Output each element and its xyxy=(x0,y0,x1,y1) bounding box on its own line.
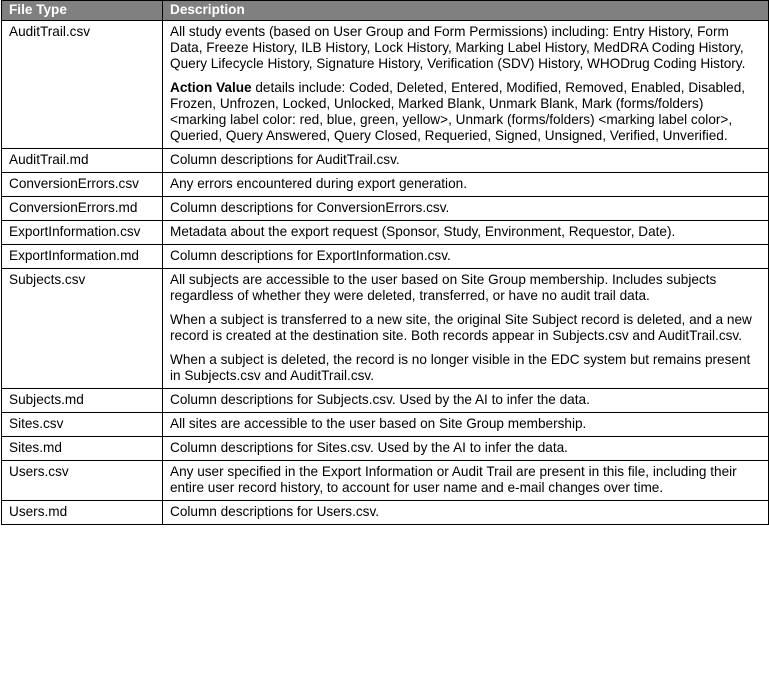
file-type-cell: Users.md xyxy=(2,501,163,525)
description-cell xyxy=(163,461,769,501)
description-paragraph: Column descriptions for ExportInformation.csv. xyxy=(170,248,451,263)
description-paragraph: Column descriptions for Sites.csv. Used by the AI to infer the data. xyxy=(170,440,568,455)
header-row xyxy=(2,1,769,21)
description-paragraph: All sites are accessible to the user based on Site Group membership. xyxy=(170,416,587,431)
description-paragraph: Column descriptions for AuditTrail.csv. xyxy=(170,152,400,167)
table-row xyxy=(2,21,769,149)
file-type-cell: AuditTrail.md xyxy=(2,149,163,173)
table-row xyxy=(2,245,769,269)
description-paragraph: Any errors encountered during export generation. xyxy=(170,176,467,191)
description-paragraph: Column descriptions for ConversionErrors.csv. xyxy=(170,200,450,215)
description-cell xyxy=(163,389,769,413)
action-value-paragraph xyxy=(170,80,762,144)
file-type-cell: ExportInformation.md xyxy=(2,245,163,269)
table-row xyxy=(2,173,769,197)
action-value-text: details include: Coded, Deleted, Entered, Modified, Removed, Enabled, Disabled, Frozen, Unfrozen, Locked, Unlocked, Marked Blank, Unmark Blank, Mark (forms/folders) <marking label color: red, blue, green, yellow>, Unmark (forms/folders) <marking label color>, Queried, Query Answered, Query Closed, Requeried, Signed, Unsigned, Verified, Unverified. xyxy=(170,80,746,143)
description-paragraph: All subjects are accessible to the user based on Site Group membership. Includes subjects regardless of whether they were deleted, transferred, or have no audit trail data. xyxy=(170,272,717,303)
description-paragraph: Metadata about the export request (Sponsor, Study, Environment, Requestor, Date). xyxy=(170,224,676,239)
header-description: Description xyxy=(163,1,769,21)
file-type-cell: ConversionErrors.csv xyxy=(2,173,163,197)
file-type-cell: Users.csv xyxy=(2,461,163,501)
description-cell xyxy=(163,221,769,245)
table-row xyxy=(2,437,769,461)
description-cell xyxy=(163,437,769,461)
description-paragraph: When a subject is transferred to a new site, the original Site Subject record is deleted, and a new record is created at the destination site. Both records appear in Subjects.csv and AuditTrail.csv. xyxy=(170,312,752,343)
table-row xyxy=(2,461,769,501)
description-paragraph: All study events (based on User Group and Form Permissions) including: Entry History, Form Data, Freeze History, ILB History, Lock History, Marking Label History, MedDRA Coding History, Query Lifecycle History, Signature History, Verification (SDV) History, WHODrug Coding History. xyxy=(170,24,746,71)
file-type-table xyxy=(1,0,769,525)
table-row xyxy=(2,413,769,437)
file-type-cell: AuditTrail.csv xyxy=(2,21,163,149)
table-body xyxy=(2,21,769,525)
table-row xyxy=(2,221,769,245)
table-header xyxy=(2,1,769,21)
file-type-cell: Sites.md xyxy=(2,437,163,461)
description-paragraph: Any user specified in the Export Information or Audit Trail are present in this file, including their entire user record history, to account for user name and e-mail changes over time. xyxy=(170,464,737,495)
file-type-cell: Subjects.csv xyxy=(2,269,163,389)
description-cell xyxy=(163,501,769,525)
description-paragraph: Column descriptions for Subjects.csv. Used by the AI to infer the data. xyxy=(170,392,590,407)
file-type-cell: ConversionErrors.md xyxy=(2,197,163,221)
file-type-cell: Subjects.md xyxy=(2,389,163,413)
table-row xyxy=(2,197,769,221)
header-file-type: File Type xyxy=(2,1,163,21)
description-cell xyxy=(163,269,769,389)
table-row xyxy=(2,501,769,525)
table-row xyxy=(2,149,769,173)
table-row xyxy=(2,269,769,389)
description-cell xyxy=(163,197,769,221)
description-cell xyxy=(163,149,769,173)
description-cell xyxy=(163,245,769,269)
file-type-cell: ExportInformation.csv xyxy=(2,221,163,245)
description-cell xyxy=(163,413,769,437)
file-type-cell: Sites.csv xyxy=(2,413,163,437)
description-paragraph: Column descriptions for Users.csv. xyxy=(170,504,380,519)
table-row xyxy=(2,389,769,413)
description-cell xyxy=(163,21,769,149)
action-value-label: Action Value xyxy=(170,80,252,95)
description-cell xyxy=(163,173,769,197)
description-paragraph: When a subject is deleted, the record is no longer visible in the EDC system but remains present in Subjects.csv and AuditTrail.csv. xyxy=(170,352,751,383)
